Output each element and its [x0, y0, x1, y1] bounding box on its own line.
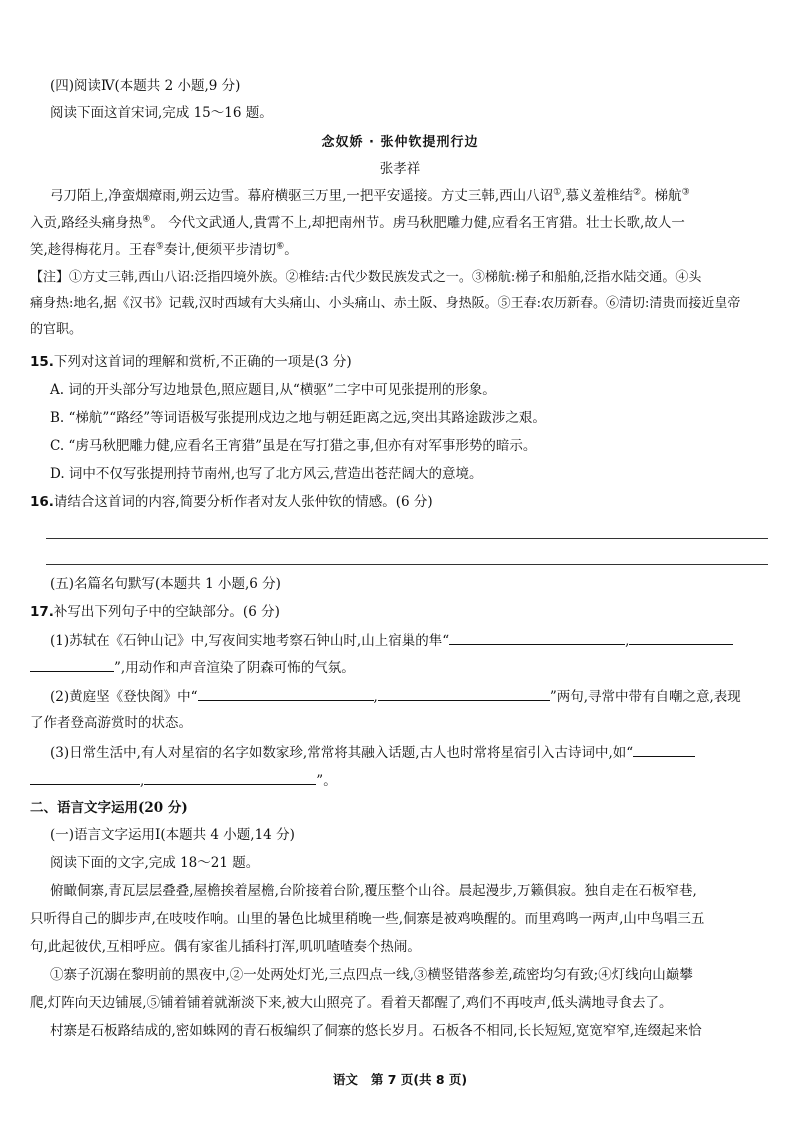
footnote-marker: ⑤: [155, 241, 164, 252]
question-17-item-2-cont: 了作者登高游赏时的状态。: [30, 715, 192, 731]
footnote-marker: ⑥: [276, 241, 285, 252]
footnote-marker: ①: [553, 187, 562, 198]
page-footer: 语文 第 7 页(共 8 页): [332, 1072, 468, 1087]
answer-line[interactable]: [46, 564, 768, 565]
fill-blank[interactable]: [378, 686, 550, 701]
fill-blank[interactable]: [30, 770, 140, 785]
part-2-sub-heading: (一)语言文字运用Ⅰ(本题共 4 小题,14 分): [50, 827, 295, 843]
question-17-item-1-cont: ”,用动作和声音渲染了阴森可怖的气氛。: [30, 657, 770, 678]
fill-blank[interactable]: [144, 770, 316, 785]
passage-line: 俯瞰侗寨,青瓦层层叠叠,屋檐挨着屋檐,台阶接着台阶,覆压整个山谷。晨起漫步,万籁俱寂。独自走在石板窄巷,: [50, 883, 697, 899]
question-15-option-a[interactable]: A. 词的开头部分写边地景色,照应题目,从“横驱”二字中可见张提刑的形象。: [50, 382, 496, 398]
fill-blank[interactable]: [629, 630, 733, 645]
part-2-instruction: 阅读下面的文字,完成 18～21 题。: [50, 855, 260, 871]
poem-title: 念奴娇 · 张仲钦提刑行边: [321, 135, 479, 150]
fill-blank[interactable]: [449, 630, 625, 645]
passage-line: ①寨子沉溺在黎明前的黑夜中,②一处两处灯光,三点四点一线,③横竖错落参差,疏密均匀有致;④灯线向山巅攀: [50, 967, 693, 983]
question-16-stem: 16.请结合这首词的内容,简要分析作者对友人张仲钦的情感。(6 分): [30, 494, 433, 510]
passage-line: 只听得自己的脚步声,在吱吱作响。山里的暑色比城里稍晚一些,侗寨是被鸡唤醒的。而里鸡鸣一两声,山中鸟唱三五: [30, 911, 705, 927]
question-15-stem: 15.下列对这首词的理解和赏析,不正确的一项是(3 分): [30, 354, 352, 370]
question-15-option-c[interactable]: C. “虏马秋肥雕力健,应看名王宵猎”虽是在写打猎之事,但亦有对军事形势的暗示。: [50, 438, 537, 454]
poem-line-1: 弓刀陌上,净蛮烟瘴雨,朔云边雪。幕府横驱三万里,一把平安遥接。方丈三韩,西山八诏①,慕义羞椎结②。梯航③: [50, 187, 690, 204]
section-4-instruction: 阅读下面这首宋词,完成 15～16 题。: [50, 105, 273, 121]
question-17-item-2: (2)黄庭坚《登快阁》中“ , ”两句,寻常中带有自嘲之意,表现: [50, 686, 790, 707]
passage-line: 句,此起彼伏,互相呼应。偶有家雀儿插科打浑,叽叽喳喳奏个热闹。: [30, 939, 421, 955]
poem-line-3: 笑,趁得梅花月。王春⑤奏计,便须平步清切⑥。: [30, 241, 298, 258]
passage-line: 爬,灯阵向天边铺展,⑤铺着铺着就渐淡下来,被大山照亮了。看着天都醒了,鸡们不再吱声,低头满地寻食去了。: [30, 995, 673, 1011]
poem-notes-line-3: 的官职。: [30, 322, 83, 337]
question-17-item-1: (1)苏轼在《石钟山记》中,写夜间实地考察石钟山时,山上宿巢的隼“ ,: [50, 630, 790, 651]
poem-line-2: 入贡,路经头痛身热④。 今代文武通人,貴霄不上,却把南州节。虏马秋肥雕力健,应看名王宵猎。壮士长歌,故人一: [30, 214, 685, 231]
question-17-item-3-cont: , ”。: [30, 770, 770, 791]
footnote-marker: ④: [142, 214, 151, 225]
question-15-option-b[interactable]: B. “梯航”“路经”等词语极写张提刑戍边之地与朝廷距离之远,突出其路途跋涉之艰。: [50, 410, 546, 426]
poem-notes-line-2: 痛身热:地名,据《汉书》记载,汉时西域有大头痛山、小头痛山、赤土阪、身热阪。⑤王春:农历新春。⑥清切:清贵而接近皇帝: [30, 296, 741, 311]
passage-line: 村寨是石板路结成的,密如蛛网的青石板编织了侗寨的悠长岁月。石板各不相同,长长短短,宽宽窄窄,连缀起来恰: [50, 1023, 702, 1039]
fill-blank[interactable]: [198, 686, 374, 701]
section-4-heading: (四)阅读Ⅳ(本题共 2 小题,9 分): [50, 78, 241, 94]
poem-notes-line-1: 【注】①方丈三韩,西山八诏:泛指四境外族。②椎结:古代少数民族发式之一。③梯航:梯子和船舶,泛指水陆交通。④头: [30, 270, 702, 285]
fill-blank[interactable]: [633, 742, 695, 757]
question-17-item-3: (3)日常生活中,有人对星宿的名字如数家珍,常常将其融入话题,古人也时常将星宿引入古诗词中,如“: [50, 742, 790, 763]
question-17-stem: 17.补写出下列句子中的空缺部分。(6 分): [30, 604, 280, 620]
section-5-heading: (五)名篇名句默写(本题共 1 小题,6 分): [50, 576, 281, 592]
poem-author: 张孝祥: [379, 161, 421, 177]
question-15-option-d[interactable]: D. 词中不仅写张提刑持节南州,也写了北方风云,营造出苍茫阔大的意境。: [50, 466, 483, 482]
footnote-marker: ③: [681, 187, 690, 198]
part-2-heading: 二、语言文字运用(20 分): [30, 800, 188, 816]
fill-blank[interactable]: [30, 657, 114, 672]
footnote-marker: ②: [633, 187, 642, 198]
answer-line[interactable]: [46, 538, 768, 539]
